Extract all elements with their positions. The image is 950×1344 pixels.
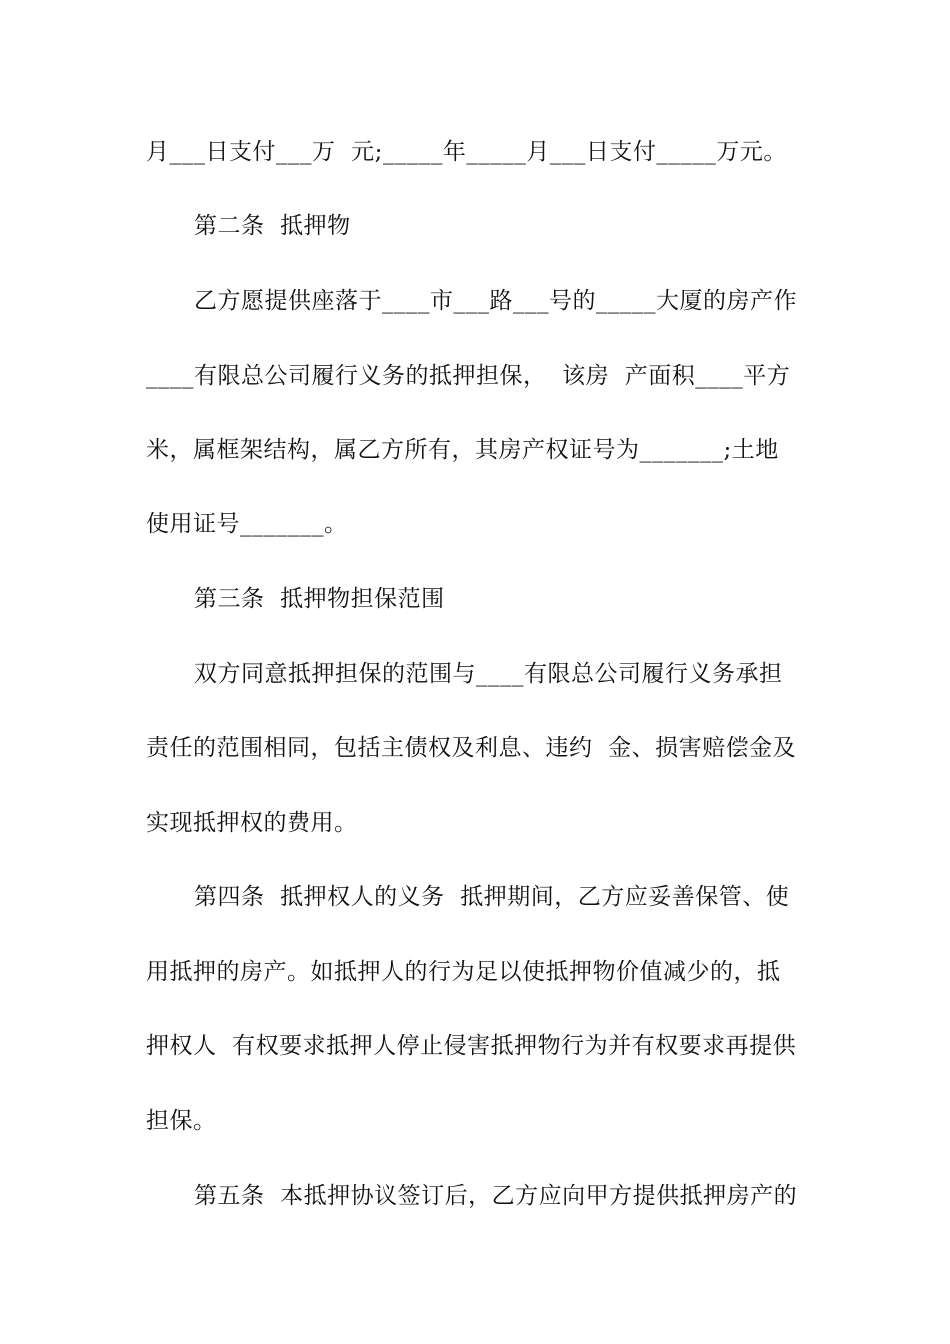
article-2-paragraph-line-4: 使用证号_______。 <box>146 511 348 537</box>
article-2-paragraph-line-3: 米，属框架结构，属乙方所有，其房产权证号为_______;土地 <box>146 437 779 463</box>
payment-schedule-line: 月___日支付___万 元;_____年_____月___日支付_____万元。 <box>146 139 787 165</box>
article-4-paragraph-line-4: 担保。 <box>146 1108 217 1134</box>
article-2-paragraph-line-1: 乙方愿提供座落于____市___路___号的_____大厦的房产作 <box>194 288 797 314</box>
article-3-paragraph-line-3: 实现抵押权的费用。 <box>146 810 358 836</box>
article-3-paragraph-line-1: 双方同意抵押担保的范围与____有限总公司履行义务承担 <box>194 661 783 687</box>
article-4-paragraph-line-1: 第四条 抵押权人的义务 抵押期间，乙方应妥善保管、使 <box>194 884 790 910</box>
article-5-paragraph-line-1: 第五条 本抵押协议签订后，乙方应向甲方提供抵押房产的 <box>194 1183 798 1209</box>
article-4-paragraph-line-2: 用抵押的房产。如抵押人的行为足以使抵押物价值减少的，抵 <box>146 959 781 985</box>
article-2-heading: 第二条 抵押物 <box>194 213 351 239</box>
article-3-heading: 第三条 抵押物担保范围 <box>194 586 445 612</box>
article-4-paragraph-line-3: 押权人 有权要求抵押人停止侵害抵押物行为并有权要求再提供 <box>146 1033 797 1059</box>
article-3-paragraph-line-2: 责任的范围相同，包括主债权及利息、违约 金、损害赔偿金及 <box>146 735 797 761</box>
article-2-paragraph-line-2: ____有限总公司履行义务的抵押担保， 该房 产面积____平方 <box>146 363 791 389</box>
